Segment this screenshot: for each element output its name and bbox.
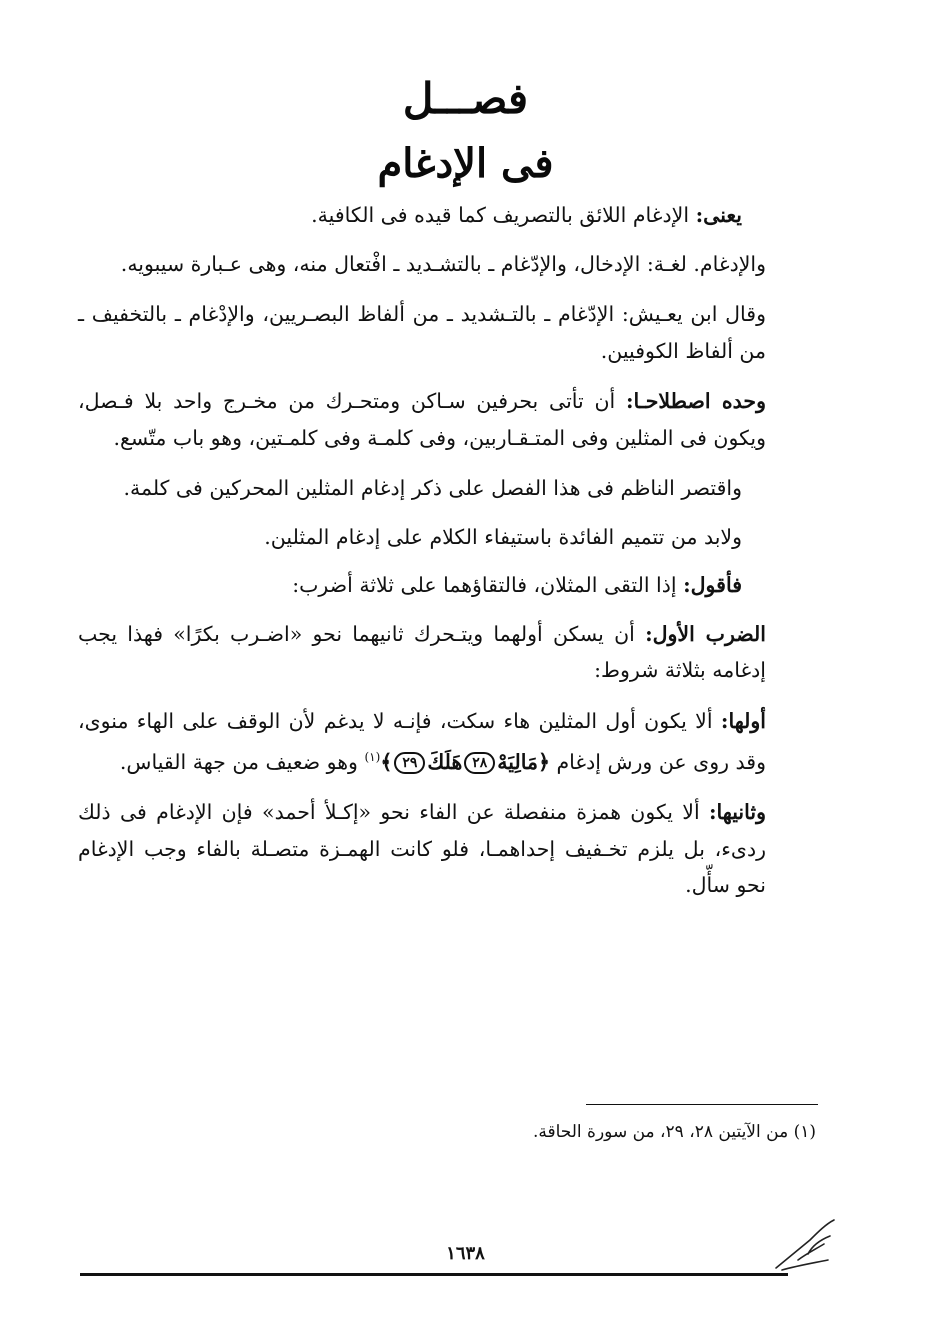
section-title: فصـــل [402,74,529,123]
paragraph-lead: أولها: [720,708,766,733]
paragraph-lead: وثانيها: [708,800,766,825]
paragraph-10 [78,794,766,904]
paragraph-text: والإدغام. لغـة: الإدخال، والإدّغام ـ بالتشـديد ـ افْتعال منه، وهى عـبارة سيبويه. [120,251,766,276]
quran-open-bracket: ﴿ [537,749,550,774]
footnote-divider [586,1104,818,1105]
paragraph-4 [78,383,766,456]
bottom-rule [80,1273,788,1276]
paragraph-text: وهو ضعيف من جهة القياس. [119,749,365,774]
quran-word: هَلَكَ [427,749,463,774]
paragraph-3 [78,296,766,369]
paragraph-lead: الضرب الأول: [645,621,766,646]
quran-word: مَالِيَهْ [497,749,538,774]
paragraph-1 [78,197,766,234]
paragraph-text: ولابد من تتميم الفائدة باستيفاء الكلام على إدغام المثلين. [264,524,742,549]
signature-mark-icon [768,1210,848,1280]
paragraph-text: إذا التقى المثلان، فالتقاؤهما على ثلاثة أضرب: [292,573,684,597]
verse-number-badge: ٢٨ [464,752,495,774]
paragraph-text: أن يسكن أولهما ويتـحرك ثانيهما نحو «اضـرب بكرًا» فهذا يجب إدغامه بثلاثة شروط: [78,621,766,682]
quran-quote [380,750,550,774]
paragraph-8 [78,616,766,689]
paragraph-2 [78,246,766,283]
paragraph-lead: يعنى: [695,203,742,227]
paragraph-6 [78,519,766,556]
paragraph-text: ألا يكون أول المثلين هاء سكت، فإنـه لا يدغم لأن الوقف على الهاء منوى، وقد روى عن ورش إدغام [78,708,766,774]
paragraph-text: وقال ابن يعـيش: الإدّغام ـ بالتـشديد ـ من ألفاظ البصـريين، والإدْغام ـ بالتخفيف ـ من ألفاظ الكوفيين. [78,302,766,363]
page-number: ١٦٣٨ [446,1243,485,1264]
verse-number-badge: ٢٩ [394,752,425,774]
paragraph-text: الإدغام اللائق بالتصريف كما قيده فى الكافية. [311,203,696,227]
paragraph-5 [78,470,766,507]
paragraph-text: ألا يكون همزة منفصلة عن الفاء نحو «إكـلأ أحمد» فإن الإدغام فى ذلك ردىء، بل يلزم تخـفيف إحداهمـا، فلو كانت الهمـزة متصـلة بالفاء وجب الإدغام نحو سأّل. [78,800,766,898]
paragraph-text: أن تأتى بحرفين سـاكن ومتحـرك من مخـرج واحد بلا فـصل، ويكون فى المثلين وفى المتـقـاربين، وفى كلمـة وفى كلمـتين، وهو باب متّسع. [78,389,766,450]
paragraph-7 [78,567,766,604]
main-text [78,197,766,918]
paragraph-text: واقتصر الناظم فى هذا الفصل على ذكر إدغام المثلين المحركين فى كلمة. [123,476,742,500]
footnote: (١) من الآيتين ٢٨، ٢٩، من سورة الحاقة. [532,1122,816,1142]
paragraph-lead: فأقول: [683,573,742,597]
footnote-marker: (١) [364,750,381,764]
paragraph-lead: وحده اصطلاحـا: [625,389,766,413]
paragraph-9 [78,703,766,781]
section-subtitle: فى الإدغام [377,140,554,187]
quran-close-bracket: ﴾ [380,749,393,774]
